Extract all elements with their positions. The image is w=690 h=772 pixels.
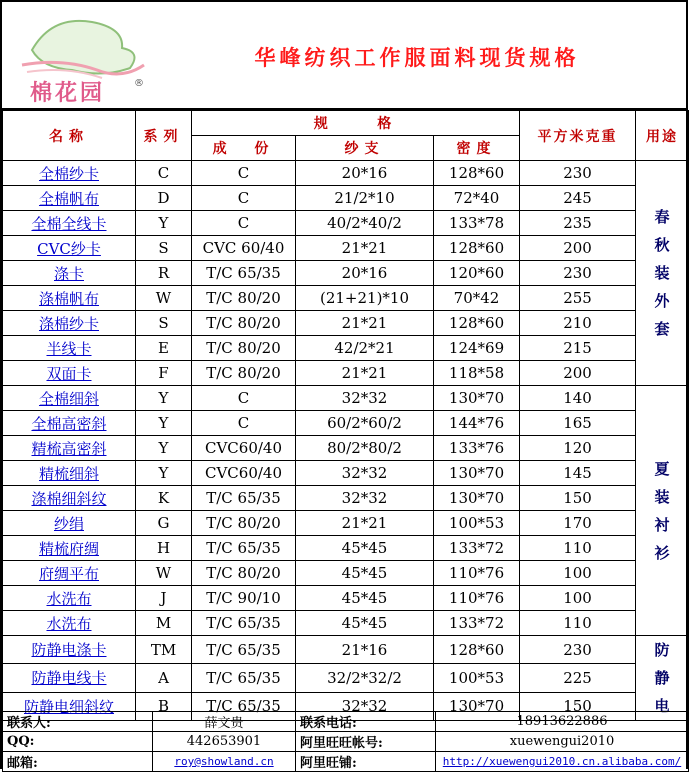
fabric-density: 128*60 — [434, 311, 520, 336]
table-row — [3, 611, 689, 636]
fabric-density: 70*42 — [434, 286, 520, 311]
aliww-label: 阿里旺旺帐号: — [296, 732, 436, 752]
fabric-yarn: 20*16 — [296, 161, 434, 186]
usage-group: 夏装衬衫 — [636, 386, 689, 636]
fabric-name-link[interactable]: 双面卡 — [3, 361, 136, 386]
fabric-weight: 140 — [520, 386, 636, 411]
table-row — [3, 436, 689, 461]
fabric-weight: 225 — [520, 664, 636, 692]
contact-row — [3, 712, 689, 732]
qq-number: 442653901 — [153, 732, 296, 752]
fabric-series: Y — [136, 386, 192, 411]
fabric-yarn: 21*16 — [296, 636, 434, 664]
fabric-yarn: 21*21 — [296, 511, 434, 536]
fabric-weight: 120 — [520, 436, 636, 461]
sheet-header — [2, 0, 688, 110]
fabric-composition: CVC60/40 — [192, 436, 296, 461]
table-row — [3, 336, 689, 361]
fabric-weight: 200 — [520, 236, 636, 261]
fabric-name-link[interactable]: CVC纱卡 — [3, 236, 136, 261]
fabric-yarn: 45*45 — [296, 561, 434, 586]
fabric-yarn: 45*45 — [296, 611, 434, 636]
qq-label: QQ: — [3, 732, 153, 752]
fabric-series: J — [136, 586, 192, 611]
fabric-weight: 150 — [520, 486, 636, 511]
fabric-composition: C — [192, 161, 296, 186]
fabric-density: 110*76 — [434, 561, 520, 586]
fabric-yarn: 60/2*60/2 — [296, 411, 434, 436]
fabric-density: 128*60 — [434, 236, 520, 261]
fabric-weight: 110 — [520, 611, 636, 636]
contact-person: 薛文贵 — [153, 712, 296, 732]
fabric-composition: T/C 80/20 — [192, 361, 296, 386]
fabric-yarn: 40/2*40/2 — [296, 211, 434, 236]
fabric-yarn: 32*32 — [296, 386, 434, 411]
fabric-yarn: 21*21 — [296, 311, 434, 336]
table-row — [3, 211, 689, 236]
fabric-name-link[interactable]: 全棉细斜 — [3, 386, 136, 411]
fabric-series: D — [136, 186, 192, 211]
fabric-name-link[interactable]: 涤棉纱卡 — [3, 311, 136, 336]
fabric-yarn: 32*32 — [296, 461, 434, 486]
col-header-weight: 平方米克重 — [520, 111, 636, 161]
fabric-composition: T/C 80/20 — [192, 286, 296, 311]
fabric-name-link[interactable]: 精梳高密斜 — [3, 436, 136, 461]
fabric-yarn: 42/2*21 — [296, 336, 434, 361]
table-row — [3, 361, 689, 386]
fabric-density: 133*76 — [434, 436, 520, 461]
fabric-weight: 210 — [520, 311, 636, 336]
fabric-name-link[interactable]: 全棉高密斜 — [3, 411, 136, 436]
fabric-composition: CVC 60/40 — [192, 236, 296, 261]
table-row — [3, 186, 689, 211]
spec-table — [2, 110, 689, 721]
fabric-series: M — [136, 611, 192, 636]
fabric-composition: T/C 65/35 — [192, 486, 296, 511]
contact-table — [2, 711, 689, 772]
fabric-density: 128*60 — [434, 636, 520, 664]
table-row — [3, 636, 689, 664]
fabric-yarn: 32*32 — [296, 692, 434, 720]
fabric-name-link[interactable]: 全棉全线卡 — [3, 211, 136, 236]
fabric-weight: 230 — [520, 636, 636, 664]
table-row — [3, 161, 689, 186]
col-header-composition: 成 份 — [192, 136, 296, 161]
contact-phone-label: 联系电话: — [296, 712, 436, 732]
fabric-name-link[interactable]: 府绸平布 — [3, 561, 136, 586]
fabric-density: 144*76 — [434, 411, 520, 436]
table-row — [3, 411, 689, 436]
fabric-composition: T/C 90/10 — [192, 586, 296, 611]
fabric-density: 124*69 — [434, 336, 520, 361]
fabric-name-link[interactable]: 水洗布 — [3, 611, 136, 636]
fabric-composition: T/C 65/35 — [192, 636, 296, 664]
usage-group: 春秋装外套 — [636, 161, 689, 386]
fabric-weight: 230 — [520, 261, 636, 286]
fabric-density: 100*53 — [434, 511, 520, 536]
fabric-yarn: 21/2*10 — [296, 186, 434, 211]
page-title: 华峰纺织工作服面料现货规格 — [254, 45, 580, 70]
registered-mark: ® — [134, 78, 144, 89]
fabric-series: B — [136, 692, 192, 720]
fabric-density: 110*76 — [434, 586, 520, 611]
fabric-name-link[interactable]: 防静电细斜纹 — [3, 692, 136, 720]
col-header-series: 系列 — [136, 111, 192, 161]
col-header-name: 名称 — [3, 111, 136, 161]
fabric-series: TM — [136, 636, 192, 664]
fabric-weight: 245 — [520, 186, 636, 211]
fabric-name-link[interactable]: 涤棉细斜纹 — [3, 486, 136, 511]
fabric-weight: 255 — [520, 286, 636, 311]
fabric-yarn: 21*21 — [296, 361, 434, 386]
logo-text: 棉花园 — [30, 81, 106, 106]
fabric-composition: CVC60/40 — [192, 461, 296, 486]
table-row — [3, 386, 689, 411]
table-row — [3, 286, 689, 311]
shop-link[interactable]: http://xuewengui2010.cn.alibaba.com/ — [442, 755, 682, 768]
table-row — [3, 261, 689, 286]
fabric-density: 120*60 — [434, 261, 520, 286]
fabric-density: 72*40 — [434, 186, 520, 211]
table-row — [3, 311, 689, 336]
contact-person-label: 联系人: — [3, 712, 153, 732]
col-header-spec: 规 格 — [192, 111, 520, 136]
fabric-yarn: 45*45 — [296, 536, 434, 561]
fabric-name-link[interactable]: 水洗布 — [3, 586, 136, 611]
fabric-composition: T/C 80/20 — [192, 561, 296, 586]
fabric-composition: T/C 80/20 — [192, 311, 296, 336]
fabric-series: S — [136, 236, 192, 261]
fabric-yarn: 32*32 — [296, 486, 434, 511]
fabric-density: 118*58 — [434, 361, 520, 386]
fabric-weight: 150 — [520, 692, 636, 720]
fabric-yarn: 45*45 — [296, 586, 434, 611]
fabric-series: R — [136, 261, 192, 286]
fabric-density: 130*70 — [434, 692, 520, 720]
fabric-weight: 230 — [520, 161, 636, 186]
fabric-density: 100*53 — [434, 664, 520, 692]
fabric-yarn: (21+21)*10 — [296, 286, 434, 311]
fabric-density: 128*60 — [434, 161, 520, 186]
fabric-name-link[interactable]: 纱绢 — [3, 511, 136, 536]
fabric-composition: T/C 80/20 — [192, 336, 296, 361]
table-row — [3, 236, 689, 261]
fabric-density: 133*78 — [434, 211, 520, 236]
fabric-name-link[interactable]: 全棉纱卡 — [3, 161, 136, 186]
fabric-composition: C — [192, 411, 296, 436]
fabric-composition: T/C 65/35 — [192, 611, 296, 636]
fabric-weight: 215 — [520, 336, 636, 361]
fabric-composition: C — [192, 386, 296, 411]
fabric-series: C — [136, 161, 192, 186]
usage-group: 防静电 — [636, 636, 689, 721]
fabric-series: Y — [136, 211, 192, 236]
table-row — [3, 486, 689, 511]
fabric-series: E — [136, 336, 192, 361]
fabric-name-link[interactable]: 精梳府绸 — [3, 536, 136, 561]
fabric-series: Y — [136, 436, 192, 461]
fabric-series: H — [136, 536, 192, 561]
table-row — [3, 461, 689, 486]
fabric-name-link[interactable]: 防静电涤卡 — [3, 636, 136, 664]
fabric-name-link[interactable]: 防静电线卡 — [3, 664, 136, 692]
fabric-yarn: 32/2*32/2 — [296, 664, 434, 692]
fabric-density: 133*72 — [434, 611, 520, 636]
fabric-weight: 145 — [520, 461, 636, 486]
fabric-series: S — [136, 311, 192, 336]
fabric-weight: 235 — [520, 211, 636, 236]
fabric-series: F — [136, 361, 192, 386]
fabric-series: K — [136, 486, 192, 511]
fabric-composition: C — [192, 211, 296, 236]
fabric-weight: 100 — [520, 586, 636, 611]
fabric-composition: T/C 65/35 — [192, 261, 296, 286]
table-row — [3, 536, 689, 561]
fabric-composition: T/C 80/20 — [192, 511, 296, 536]
contact-phone: 18913622886 — [436, 712, 689, 732]
fabric-yarn: 21*21 — [296, 236, 434, 261]
fabric-name-link[interactable]: 全棉帆布 — [3, 186, 136, 211]
fabric-weight: 165 — [520, 411, 636, 436]
spec-body — [3, 161, 689, 721]
col-header-yarn: 纱支 — [296, 136, 434, 161]
shop-label: 阿里旺铺: — [296, 752, 436, 772]
fabric-composition: T/C 65/35 — [192, 692, 296, 720]
fabric-composition: C — [192, 186, 296, 211]
col-header-usage: 用途 — [636, 111, 689, 161]
fabric-name-link[interactable]: 涤棉帆布 — [3, 286, 136, 311]
fabric-name-link[interactable]: 精梳细斜 — [3, 461, 136, 486]
email-label: 邮箱: — [3, 752, 153, 772]
fabric-yarn: 80/2*80/2 — [296, 436, 434, 461]
fabric-weight: 100 — [520, 561, 636, 586]
table-row — [3, 586, 689, 611]
table-row — [3, 511, 689, 536]
fabric-density: 130*70 — [434, 461, 520, 486]
fabric-series: W — [136, 561, 192, 586]
table-row — [3, 664, 689, 692]
fabric-density: 133*72 — [434, 536, 520, 561]
fabric-series: G — [136, 511, 192, 536]
fabric-density: 130*70 — [434, 486, 520, 511]
fabric-name-link[interactable]: 涤卡 — [3, 261, 136, 286]
fabric-density: 130*70 — [434, 386, 520, 411]
fabric-weight: 200 — [520, 361, 636, 386]
fabric-composition: T/C 65/35 — [192, 536, 296, 561]
fabric-weight: 110 — [520, 536, 636, 561]
col-header-density: 密度 — [434, 136, 520, 161]
table-row — [3, 561, 689, 586]
fabric-series: Y — [136, 411, 192, 436]
aliww-account: xuewengui2010 — [436, 732, 689, 752]
fabric-composition: T/C 65/35 — [192, 664, 296, 692]
fabric-series: W — [136, 286, 192, 311]
logo — [12, 10, 152, 108]
fabric-name-link[interactable]: 半线卡 — [3, 336, 136, 361]
email-link[interactable]: roy@showland.cn — [174, 755, 274, 768]
contact-row — [3, 732, 689, 752]
fabric-series: Y — [136, 461, 192, 486]
fabric-weight: 170 — [520, 511, 636, 536]
fabric-yarn: 20*16 — [296, 261, 434, 286]
fabric-series: A — [136, 664, 192, 692]
